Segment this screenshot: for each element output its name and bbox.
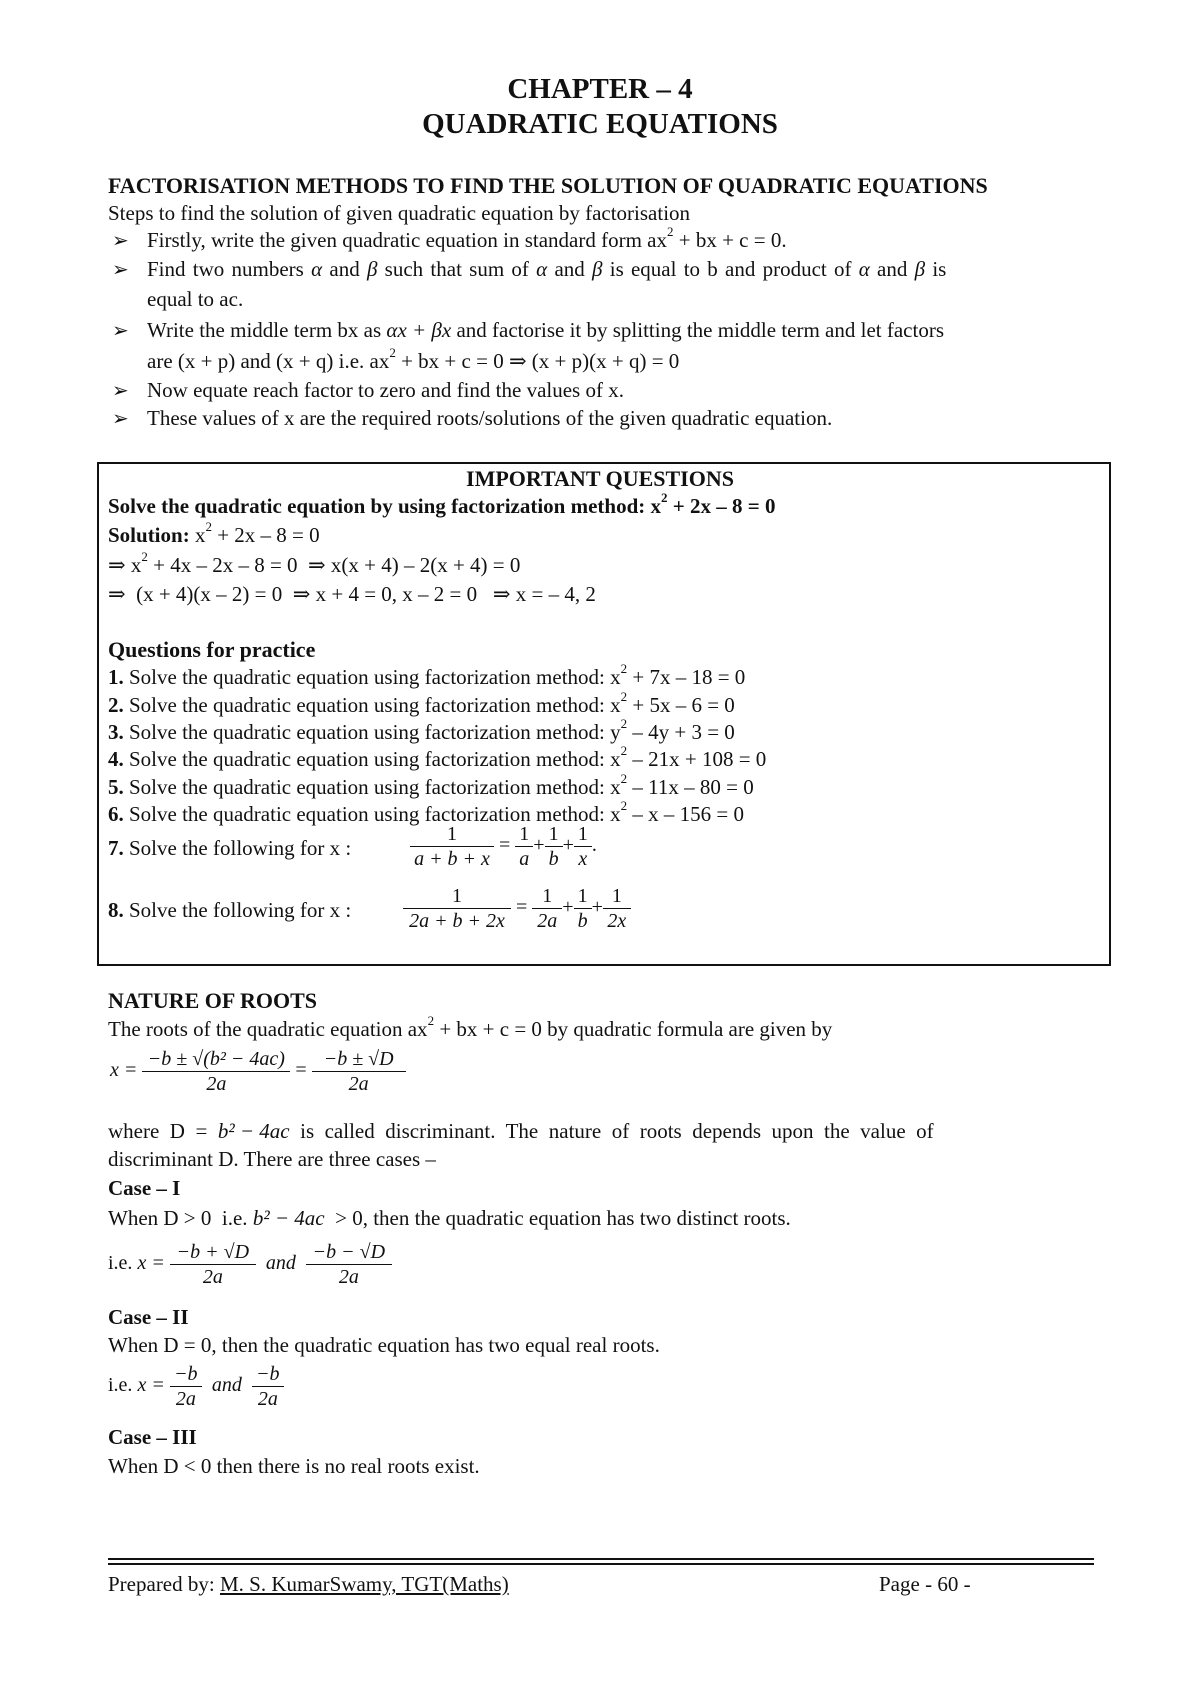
solution-line-2: ⇒ $x^2 + 4x - 2x - 8 = 0$ ⇒ x(x + 4) – 2(x + 4) = 0	[108, 549, 521, 577]
practice-item-text: Solve the quadratic equation using factorization method: x	[129, 665, 621, 689]
chapter-title: QUADRATIC EQUATIONS	[422, 108, 778, 140]
bullet-icon: ➢	[112, 230, 129, 252]
practice-item-equation: + 5x – 6 = 0	[627, 693, 735, 717]
bullet-icon: ➢	[112, 320, 129, 342]
practice-item-equation: – 4y + 3 = 0	[627, 720, 735, 744]
step-3: Write the middle term bx as αx + βx and factorise it by splitting the middle term and let factors	[147, 318, 945, 342]
factorisation-intro: Steps to find the solution of given quadratic equation by factorisation	[108, 201, 691, 225]
bullet-icon: ➢	[112, 408, 129, 430]
solution-line-3: ⇒ (x + 4)(x – 2) = 0 ⇒ x + 4 = 0, x – 2 = 0 ⇒ x = – 4, 2	[108, 582, 596, 606]
case-1-text: When D > 0 i.e. b² − 4ac > 0, then the quadratic equation has two distinct roots.	[108, 1206, 791, 1230]
step-2: Find two numbers α and β such that sum of α and β is equal to b and product of α and β is	[147, 257, 947, 281]
step-3-line-2: are (x + p) and (x + q) i.e. $ax^2$ + bx + c = 0 ⇒ (x + p)(x + q) = 0	[147, 345, 680, 373]
bullet-icon: ➢	[112, 380, 129, 402]
quadratic-formula: x = $\frac{\text{−b ± √(b² − 4ac)}}{2a}$ = $\frac{-b \pm √D}{2a}$	[110, 1047, 406, 1096]
practice-item-4: 4. Solve the quadratic equation using factorization method: $x^2 - 21x + 108 = 0$	[108, 743, 767, 771]
case-2-label: Case – II	[108, 1305, 189, 1329]
practice-item-7: 7. Solve the following for x :	[108, 836, 352, 860]
practice-item-8: 8. Solve the following for x :	[108, 898, 352, 922]
footer-page-number: Page - 60 -	[879, 1572, 971, 1596]
factorisation-heading: FACTORISATION METHODS TO FIND THE SOLUTION OF QUADRATIC EQUATIONS	[108, 173, 988, 198]
practice-item-number: 4.	[108, 747, 124, 771]
q8-equation: $\frac{1}{2a + b + 2x}$ = $\frac{1}{2a}$ + $\frac{1}{b}$ + $\frac{1}{2x}$	[403, 884, 631, 933]
nature-heading: NATURE OF ROOTS	[108, 988, 318, 1013]
practice-item-equation: – x – 156 = 0	[627, 802, 744, 826]
footer-prepared-by: Prepared by: M. S. KumarSwamy, TGT(Maths)	[108, 1572, 509, 1596]
practice-item-2: 2. Solve the quadratic equation using factorization method: $x^2 + 5x - 6 = 0$	[108, 689, 735, 717]
case-2-text: When D = 0, then the quadratic equation has two equal real roots.	[108, 1333, 660, 1357]
practice-item-6: 6. Solve the quadratic equation using factorization method: $x^2 - x - 156 = 0$	[108, 798, 744, 826]
case-2-roots: i.e. x = $\frac{-b}{2a}$ and $\frac{-b}{2a}$	[108, 1362, 284, 1411]
case-3-text: When D < 0 then there is no real roots exist.	[108, 1454, 480, 1478]
discriminant-line-2: discriminant D. There are three cases –	[108, 1147, 436, 1171]
case-1-roots: i.e. x = $\frac{-b + √D}{2a}$ and $\frac{-b - √D}{2a}$	[108, 1240, 392, 1289]
practice-item-text: Solve the quadratic equation using factorization method: x	[129, 747, 621, 771]
practice-item-number: 2.	[108, 693, 124, 717]
footer-divider	[108, 1563, 1094, 1565]
practice-item-number: 1.	[108, 665, 124, 689]
practice-item-equation: – 21x + 108 = 0	[627, 747, 767, 771]
practice-item-1: 1. Solve the quadratic equation using factorization method: $x^2 + 7x - 18 = 0$	[108, 661, 746, 689]
practice-item-text: Solve the quadratic equation using factorization method: y	[129, 720, 621, 744]
bullet-icon: ➢	[112, 259, 129, 281]
chapter-number: CHAPTER – 4	[507, 73, 693, 105]
q7-equation: $\frac{1}{a + b + x}$ = $\frac{1}{a}$ + $\frac{1}{b}$ + $\frac{1}{x}$ .	[410, 822, 597, 871]
footer-divider	[108, 1558, 1094, 1560]
practice-item-number: 6.	[108, 802, 124, 826]
step-2-line-2: equal to ac.	[147, 287, 244, 311]
step-4: Now equate reach factor to zero and find the values of x.	[147, 378, 624, 402]
case-1-label: Case – I	[108, 1176, 181, 1200]
practice-item-text: Solve the quadratic equation using factorization method: x	[129, 693, 621, 717]
practice-item-3: 3. Solve the quadratic equation using factorization method: $y^2 - 4y + 3 = 0$	[108, 716, 735, 744]
important-question: Solve the quadratic equation by using factorization method: $x^2 + 2x - 8 = 0$	[108, 490, 776, 518]
case-3-label: Case – III	[108, 1425, 197, 1449]
step-5: These values of x are the required roots/solutions of the given quadratic equation.	[147, 406, 833, 430]
practice-item-text: Solve the quadratic equation using factorization method: x	[129, 775, 621, 799]
solution-line-1: Solution: $x^2 + 2x - 8 = 0$	[108, 519, 320, 547]
practice-item-5: 5. Solve the quadratic equation using factorization method: $x^2 - 11x - 80 = 0$	[108, 771, 754, 799]
step-1: Firstly, write the given quadratic equation in standard form $ax^2$ + bx + c = 0.	[147, 224, 787, 252]
practice-item-text: Solve the quadratic equation using factorization method: x	[129, 802, 621, 826]
nature-intro: The roots of the quadratic equation $ax^2$ + bx + c = 0 by quadratic formula are given by	[108, 1013, 833, 1041]
discriminant-definition: where D = b² − 4ac is called discriminant. The nature of roots depends upon the value of	[108, 1119, 934, 1143]
practice-item-number: 3.	[108, 720, 124, 744]
practice-item-number: 5.	[108, 775, 124, 799]
practice-heading: Questions for practice	[108, 637, 316, 662]
important-heading: IMPORTANT QUESTIONS	[466, 466, 734, 491]
practice-item-equation: + 7x – 18 = 0	[627, 665, 746, 689]
practice-item-equation: – 11x – 80 = 0	[627, 775, 754, 799]
